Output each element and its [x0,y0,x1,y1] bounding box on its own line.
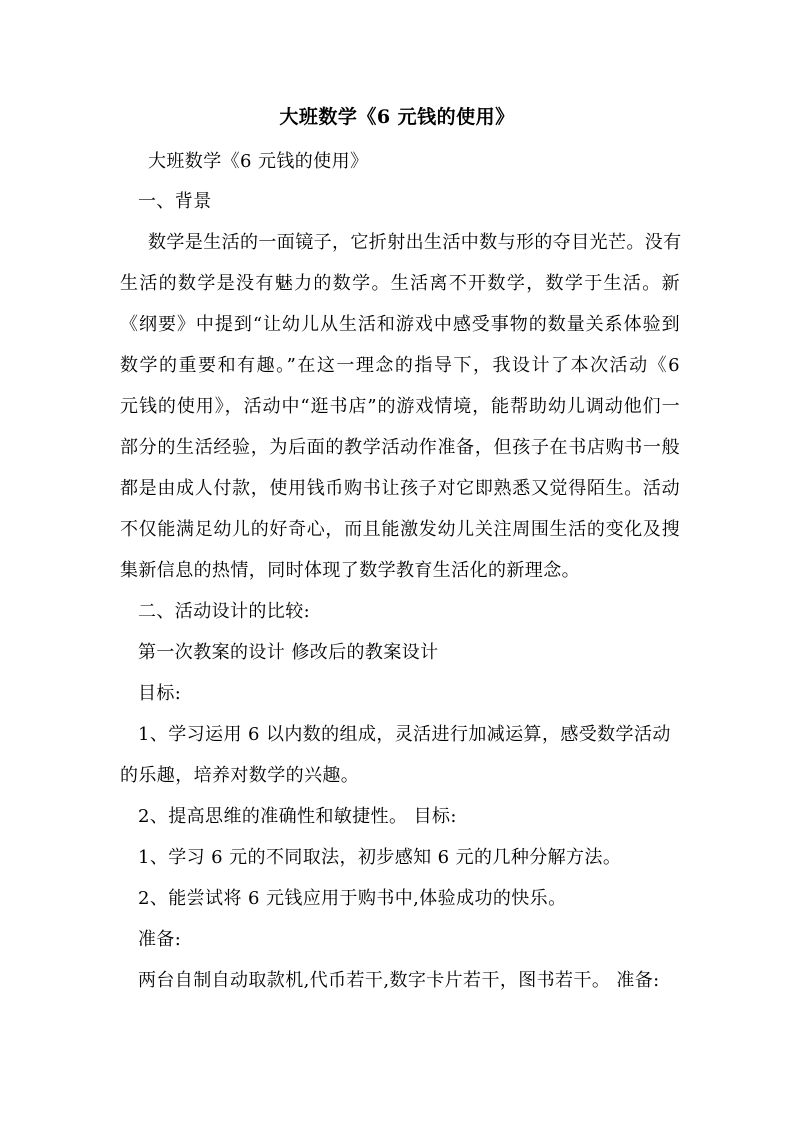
objective-item: 1、学习 6 元的不同取法，初步感知 6 元的几种分解方法。 [138,847,622,868]
paragraph-line: 数学是生活的一面镜子，它折射出生活中数与形的夺目光芒。没有 [148,232,682,253]
paragraph-line: 生活的数学是没有魅力的数学。生活离不开数学，数学于生活。新 [120,273,680,294]
objective-item: 1、学习运用 6 以内数的组成，灵活进行加减运算，感受数学活动 [138,724,671,745]
plan-design-line: 第一次教案的设计 修改后的教案设计 [138,642,439,663]
objectives-label: 目标: [138,683,182,704]
paragraph-line: 《纲要》中提到“让幼儿从生活和游戏中感受事物的数量关系体验到 [120,314,680,335]
objective-item: 2、提高思维的准确性和敏捷性。 目标: [138,806,457,827]
objective-item: 2、能尝试将 6 元钱应用于购书中,体验成功的快乐。 [138,888,567,909]
paragraph-line: 数学的重要和有趣。”在这一理念的指导下，我设计了本次活动《6 [120,355,680,376]
paragraph-line: 集新信息的热情，同时体现了数学教育生活化的新理念。 [120,560,580,581]
subtitle-line: 大班数学《6 元钱的使用》 [148,151,369,172]
preparation-label: 准备: [138,929,182,950]
paragraph-line: 部分的生活经验，为后面的教学活动作准备，但孩子在书店购书一般 [120,437,680,458]
paragraph-line: 元钱的使用》，活动中“逛书店”的游戏情境，能帮助幼儿调动他们一 [120,396,680,417]
section-heading-comparison: 二、活动设计的比较: [138,601,311,622]
objective-item-continued: 的乐趣，培养对数学的兴趣。 [120,765,360,786]
document-title: 大班数学《6 元钱的使用》 [279,106,515,128]
paragraph-line: 不仅能满足幼儿的好奇心，而且能激发幼儿关注周围生活的变化及搜 [120,519,680,540]
paragraph-line: 都是由成人付款，使用钱币购书让孩子对它即熟悉又觉得陌生。活动 [120,478,680,499]
preparation-line: 两台自制自动取款机,代币若干,数字卡片若干，图书若干。 准备: [138,970,660,991]
section-heading-background: 一、背景 [138,191,212,212]
